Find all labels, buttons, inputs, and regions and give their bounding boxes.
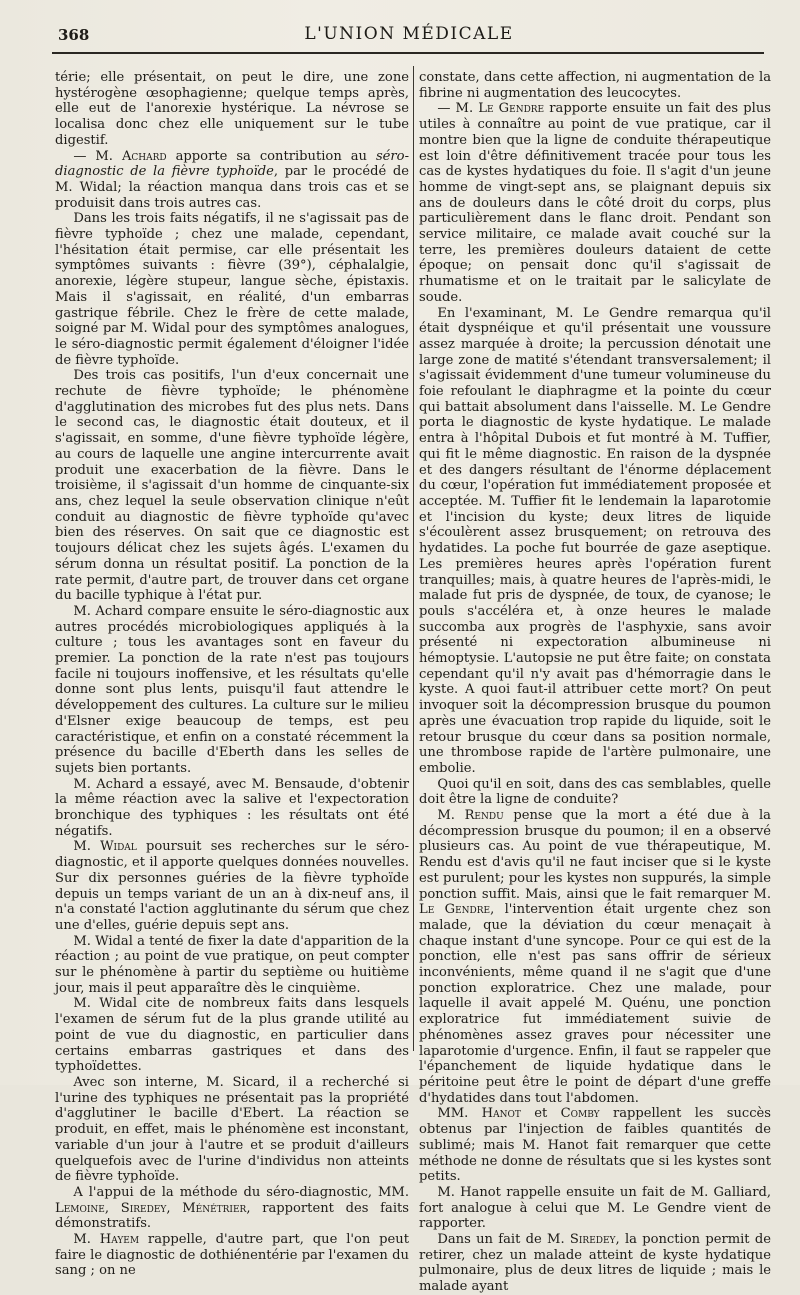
author-name: Widal [100,839,137,855]
paragraph: — M. Achard apporte sa contribution au séro-diagnostic de la fièvre typhoïde, par le procédé de M. Widal; la réaction manqua dans trois cas et se produisit dans trois autres cas. [55,148,409,211]
paragraph: En l'examinant, M. Le Gendre remarqua qu'il était dyspnéique et qu'il présentait une voussure assez marquée à droite; la percussion dénotait une large zone de matité s'étendant transversalement; il s'agissait évidemment d'une tumeur volumineuse du foie refoulant le diaphragme et la pointe du cœur qui battait absolument dans l'aisselle. M. Le Gendre porta le diagnostic de kyste hydatique. Le malade entra à l'hôpital Dubois et fut montré à M. Tuffier, qui fit le même diagnostic. En raison de la dyspnée et des dangers résultant de l'énorme déplacement du cœur, l'opération fut immédiatement proposée et acceptée. M. Tuffier fit le lendemain la laparotomie et l'incision du kyste; deux litres de liquide s'écoulèrent assez brusquement; on retrouva des hydatides. La poche fut bourrée de gaze aseptique. Les premières heures après l'opération furent tranquilles; mais, à quatre heures de l'après-midi, le malade fut pris de dyspnée, de toux, de cyanose; le pouls s'accéléra et, à onze heures le malade succomba aux progrès de l'asphyxie, sans avoir présenté ni expectoration albumineuse ni hémoptysie. L'autopsie ne put être faite; on constata cependant qu'il n'y avait pas d'hémorragie dans le kyste. A quoi faut-il attribuer cette mort? On peut invoquer soit la décompression brusque du poumon après une évacuation trop rapide du liquide, soit le retour brusque du cœur dans sa position normale, une thrombose rapide de l'artère pulmonaire, une embolie. [419,305,771,776]
paper-title: séro-diagnostic de la fièvre typhoïde [55,148,409,180]
author-name: Lemoine, Siredey, Ménétrier [55,1200,247,1216]
author-name: Hanot [481,1106,521,1122]
paragraph: M. Widal poursuit ses recherches sur le séro-diagnostic, et il apporte quelques données nouvelles. Sur dix personnes guéries de la fièvre typhoïde depuis un temps variant de un an à dix-neuf ans, il n'a constaté l'action agglutinante du sérum que chez une d'elles, guérie depuis sept ans. [55,839,409,933]
header-rule [52,52,764,54]
author-name: Achard [121,148,167,164]
paragraph: — M. Le Gendre rapporte ensuite un fait des plus utiles à connaître au point de vue pratique, car il montre bien que la ligne de conduite thérapeutique est loin d'être définitivement tracée pour tous les cas de kystes hydatiques du foie. Il s'agit d'un jeune homme de vingt-sept ans, se plaignant depuis six ans de douleurs dans le côté droit du corps, plus particulièrement dans le flanc droit. Pendant son service militaire, ce malade avait couché sur la terre, les premières douleurs dataient de cette époque; on pensait donc qu'il s'agissait de rhumatisme et on le traitait par le salicylate de soude. [419,101,771,305]
page-number: 368 [58,26,90,44]
paragraph: M. Hanot rappelle ensuite un fait de M. Galliard, fort analogue à celui que M. Le Gendre vient de rapporter. [419,1184,771,1232]
page-header [58,24,760,48]
paragraph: M. Achard a essayé, avec M. Bensaude, d'obtenir la même réaction avec la salive et l'expectoration bronchique des typhiques : les résultats ont été négatifs. [55,776,409,839]
paragraph: A l'appui de la méthode du séro-diagnostic, MM. Lemoine, Siredey, Ménétrier, rapportent des faits démonstratifs. [55,1184,409,1232]
paragraph: M. Widal a tenté de fixer la date d'apparition de la réaction ; au point de vue pratique, on peut compter sur le phénomène à partir du septième ou huitième jour, mais il peut apparaître dès le cinquième. [55,933,409,996]
paragraph: M. Widal cite de nombreux faits dans lesquels l'examen de sérum fut de la plus grande utilité au point de vue du diagnostic, en particulier dans certains embarras gastriques et dans des typhoïdettes. [55,996,409,1075]
author-name: Comby [560,1106,600,1122]
left-column [55,70,409,1279]
paragraph: M. Achard compare ensuite le séro-diagnostic aux autres procédés microbiologiques appliqués à la culture ; tous les avantages sont en faveur du premier. La ponction de la rate n'est pas toujours facile ni toujours inoffensive, et les résultats qu'elle donne sont plus lents, puisqu'il faut attendre le développement des cultures. La culture sur le milieu d'Elsner exige beaucoup de temps, est peu caractéristique, et enfin on a constaté récemment la présence du bacille d'Eberth dans les selles de sujets bien portants. [55,603,409,776]
paragraph: Des trois cas positifs, l'un d'eux concernait une rechute de fièvre typhoïde; le phénomène d'agglutination des microbes fut des plus nets. Dans le second cas, le diagnostic était douteux, et il s'agissait, en somme, d'une fièvre typhoïde légère, au cours de laquelle une angine intercurrente avait produit une exacerbation de la fièvre. Dans le troisième, il s'agissait d'un homme de cinquante-six ans, chez lequel la seule observation clinique n'eût conduit au diagnostic de fièvre typhoïde qu'avec bien des réserves. On sait que ce diagnostic est toujours délicat chez les sujets âgés. L'examen du sérum donna un résultat positif. La ponction de la rate permit, d'autre part, de trouver dans cet organe du bacille typhique à l'état pur. [55,368,409,604]
running-title: L'UNION MÉDICALE [304,24,514,44]
paragraph: Dans un fait de M. Siredey, la ponction permit de retirer, chez un malade atteint de kyste hydatique pulmonaire, plus de deux litres de liquide ; mais le malade ayant [419,1232,771,1295]
author-name: Le Gendre [419,902,491,918]
paragraph: Avec son interne, M. Sicard, il a recherché si l'urine des typhiques ne présentait pas la propriété d'agglutiner le bacille d'Ebert. La réaction se produit, en effet, mais le phénomène est inconstant, variable d'un jour à l'autre et se produit d'ailleurs quelquefois avec de l'urine d'individus non atteints de fièvre typhoïde. [55,1075,409,1185]
paragraph: Dans les trois faits négatifs, il ne s'agissait pas de fièvre typhoïde ; chez une malade, cependant, l'hésitation était permise, car elle présentait les symptômes suivants : fièvre (39°), céphalalgie, anorexie, légère stupeur, langue sèche, épistaxis. Mais il s'agissait, en réalité, d'un embarras gastrique fébrile. Chez le frère de cette malade, soigné par M. Widal pour des symptômes analogues, le séro-diagnostic permit également d'éloigner l'idée de fièvre typhoïde. [55,211,409,368]
author-name: Siredey [569,1232,616,1248]
author-name: Le Gendre [478,101,545,117]
paragraph: Quoi qu'il en soit, dans des cas semblables, quelle doit être la ligne de conduite? [419,776,771,808]
paragraph: M. Hayem rappelle, d'autre part, que l'on peut faire le diagnostic de dothiénentérie par l'examen du sang ; on ne [55,1232,409,1279]
column-divider [413,66,414,1051]
paragraph: M. Rendu pense que la mort a été due à la décompression brusque du poumon; il en a observé plusieurs cas. Au point de vue thérapeutique, M. Rendu est d'avis qu'il ne faut inciser que si le kyste est purulent; pour les kystes non suppurés, la simple ponction suffit. Mais, ainsi que le fait remarquer M. Le Gendre, l'intervention était urgente chez son malade, que la déviation du cœur menaçait à chaque instant d'une syncope. Pour ce qui est de la ponction, elle n'est pas sans offrir de sérieux inconvénients, même quand il ne s'agit que d'une ponction exploratrice. Chez une malade, pour laquelle il avait appelé M. Quénu, une ponction exploratrice fut immédiatement suivie de phénomènes assez graves pour nécessiter une laparotomie d'urgence. Enfin, il faut se rappeler que l'épanchement de liquide hydatique dans le péritoine peut être le point de départ d'une greffe d'hydatides dans tout l'abdomen. [419,808,771,1106]
author-name: Hayem [99,1232,140,1248]
paragraph: constate, dans cette affection, ni augmentation de la fibrine ni augmentation des leucocytes. [419,70,771,101]
right-column [419,70,772,1295]
author-name: Rendu [464,808,504,824]
paragraph: térie; elle présentait, on peut le dire, une zone hystérogène œsophagienne; quelque temps après, elle eut de l'anorexie hystérique. La névrose se localisa donc chez elle uniquement sur le tube digestif. [55,70,409,148]
paragraph: MM. Hanot et Comby rappellent les succès obtenus par l'injection de faibles quantités de sublimé; mais M. Hanot fait remarquer que cette méthode ne donne de résultats que si les kystes sont petits. [419,1106,772,1185]
